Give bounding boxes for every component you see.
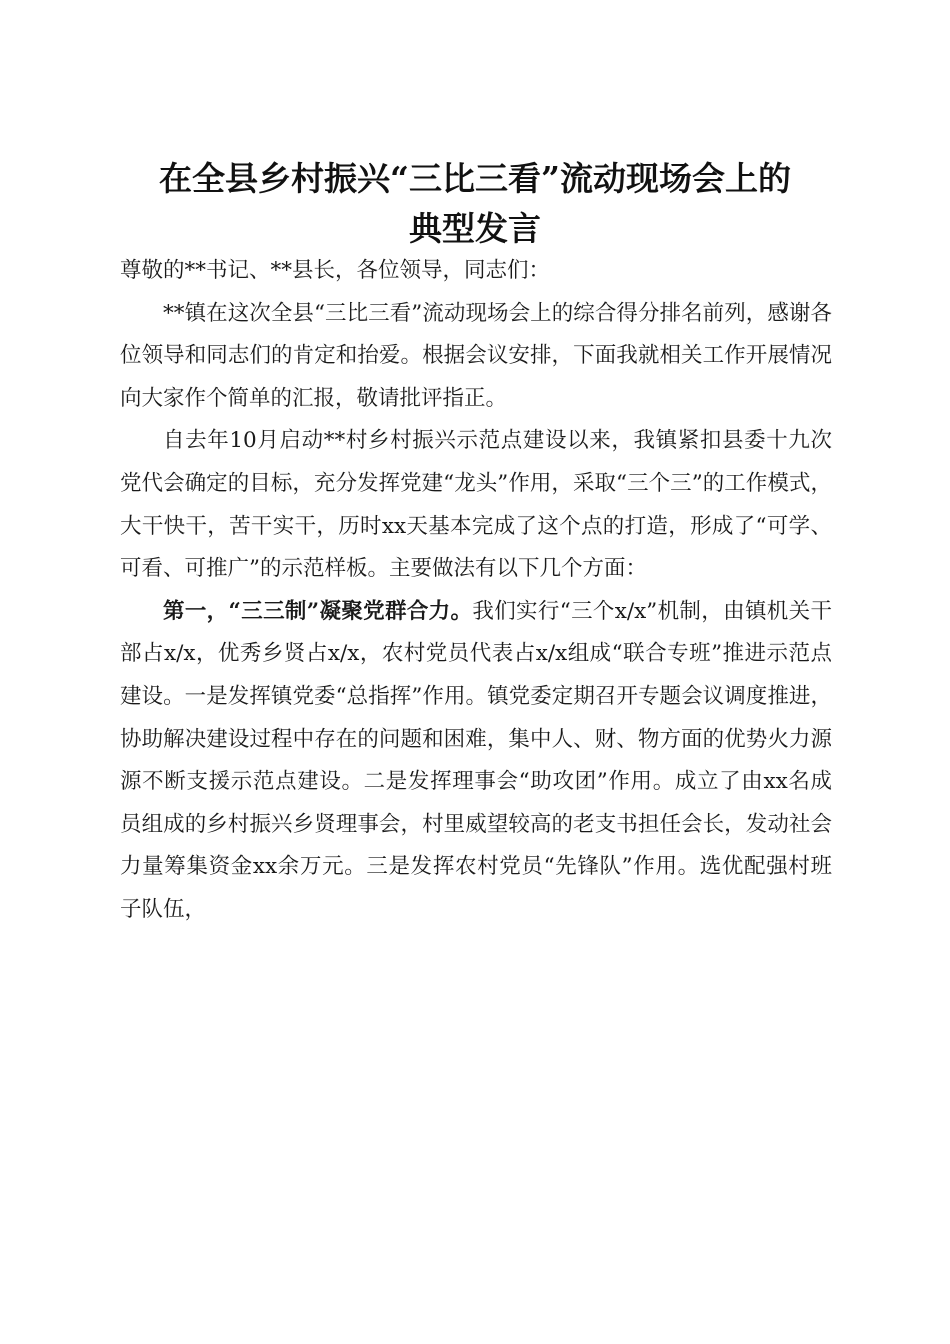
paragraph-first-point xyxy=(120,591,832,932)
paragraph-overview: 自去年10月启动**村乡村振兴示范点建设以来，我镇紧扣县委十九次党代会确定的目标，充分发挥党建“龙头”作用，采取“三个三”的工作模式，大干快干，苦干实干，历时xx天基本完成了这个点的打造，形成了“可学、可看、可推广”的示范样板。主要做法有以下几个方面： xyxy=(120,428,832,582)
title-line-2: 典型发言 xyxy=(409,209,541,249)
title-line-1: 在全县乡村振兴“三比三看”流动现场会上的 xyxy=(159,159,791,199)
salutation: 尊敬的**书记、**县长，各位领导，同志们： xyxy=(120,258,551,283)
document-title xyxy=(110,154,840,254)
document-body xyxy=(120,250,832,932)
paragraph-intro: **镇在这次全县“三比三看”流动现场会上的综合得分排名前列，感谢各位领导和同志们的肯定和抬爱。根据会议安排，下面我就相关工作开展情况向大家作个简单的汇报，敬请批评指正。 xyxy=(120,300,832,411)
first-point-body: 我们实行“三个x/x”机制，由镇机关干部占x/x，优秀乡贤占x/x，农村党员代表占x/x组成“联合专班”推进示范点建设。一是发挥镇党委“总指挥”作用。镇党委定期召开专题会议调度推进，协助解决建设过程中存在的问题和困难，集中人、财、物方面的优势火力源源不断支援示范点建设。二是发挥理事会“助攻团”作用。成立了由xx名成员组成的乡村振兴乡贤理事会，村里威望较高的老支书担任会长，发动社会力量筹集资金xx余万元。三是发挥农村党员“先锋队”作用。选优配强村班子队伍， xyxy=(120,598,832,922)
first-point-heading: 第一，“三三制”凝聚党群合力。 xyxy=(163,598,473,624)
